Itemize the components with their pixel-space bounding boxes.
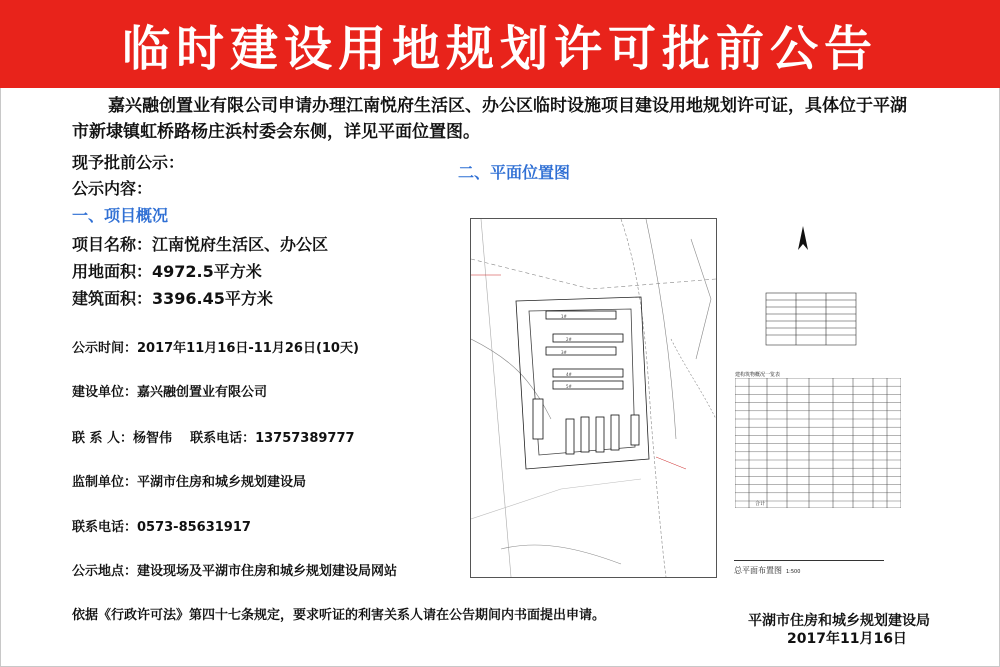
table-total-label: 合计 — [755, 501, 766, 507]
intro-paragraph: 嘉兴融创置业有限公司申请办理江南悦府生活区、办公区临时设施项目建设用地规划许可证，具体位于平湖市新埭镇虹桥路杨庄浜村委会东侧，详见平面位置图。 — [72, 96, 907, 142]
land-area: 用地面积：4972.5平方米 — [72, 262, 262, 281]
contact-line — [72, 427, 355, 446]
section1-heading: 一、项目概况 — [72, 206, 169, 225]
drawing-caption: 总平面布置图 — [734, 566, 782, 575]
issue-date: 2017年11月16日 — [787, 631, 907, 647]
developer: 建设单位：嘉兴融创置业有限公司 — [72, 385, 268, 400]
building-summary-table — [735, 378, 901, 508]
building-table-svg — [735, 378, 901, 508]
supervisor-phone: 联系电话：0573-85631917 — [72, 520, 251, 535]
svg-text:5#: 5# — [566, 384, 572, 389]
north-arrow-icon — [796, 226, 810, 254]
content-label: 公示内容： — [72, 179, 153, 198]
contact-person: 联 系 人：杨智伟 — [72, 431, 173, 446]
svg-text:1#: 1# — [561, 314, 567, 319]
legal-note: 依据《行政许可法》第四十七条规定，要求听证的利害关系人请在公告期间内书面提出申请。 — [72, 608, 606, 623]
publish-period: 公示时间：2017年11月16日-11月26日(10天) — [72, 341, 359, 356]
section2-heading: 二、平面位置图 — [458, 163, 571, 182]
svg-text:4#: 4# — [566, 372, 572, 377]
publish-location: 公示地点：建设现场及平湖市住房和城乡规划建设局网站 — [72, 564, 398, 579]
publish-line: 现予批前公示： — [72, 153, 185, 172]
page-title: 临时建设用地规划许可批前公告 — [121, 20, 878, 77]
issuer: 平湖市住房和城乡规划建设局 — [748, 613, 930, 629]
site-plan-drawing — [470, 218, 717, 578]
svg-text:3#: 3# — [561, 350, 567, 355]
svg-text:2#: 2# — [566, 337, 572, 342]
title-banner — [0, 0, 1000, 88]
project-name: 项目名称：江南悦府生活区、办公区 — [72, 235, 329, 254]
contact-phone: 联系电话：13757389777 — [190, 431, 355, 446]
table-title: 建构筑物概况一览表 — [735, 372, 781, 378]
drawing-scale: 1:500 — [786, 569, 801, 575]
site-plan-svg — [471, 219, 716, 577]
building-area: 建筑面积：3396.45平方米 — [72, 289, 273, 308]
supervisor: 监制单位：平湖市住房和城乡规划建设局 — [72, 475, 307, 490]
